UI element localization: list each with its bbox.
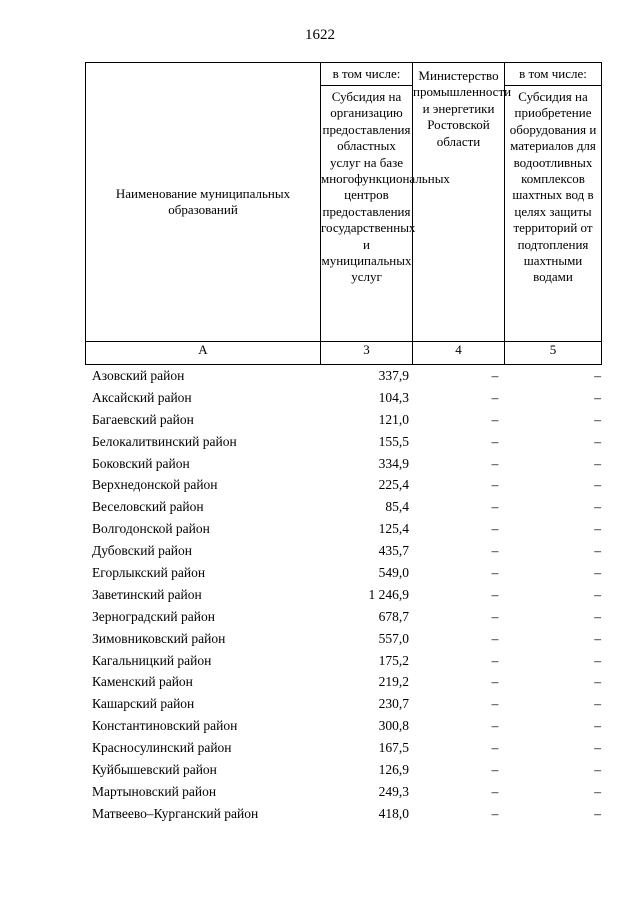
- table-row: [85, 387, 601, 409]
- table-row: [85, 431, 601, 453]
- row-value-col4: –: [491, 718, 499, 734]
- header-col5-subheading: в том числе:: [505, 63, 602, 86]
- table-row: [85, 562, 601, 584]
- row-value-col5: –: [594, 740, 601, 756]
- row-value-col3: 418,0: [378, 805, 409, 821]
- table-row: [85, 671, 601, 693]
- table-row: [85, 518, 601, 540]
- row-value-col5: –: [594, 477, 601, 493]
- row-value-col4: –: [491, 411, 499, 427]
- row-name: Дубовский район: [92, 543, 193, 559]
- table-row: [85, 474, 601, 496]
- row-value-col4: –: [491, 586, 499, 602]
- row-name: Волгодонской район: [92, 521, 210, 537]
- row-value-col5: –: [594, 674, 601, 690]
- column-number-3: 3: [321, 342, 413, 365]
- row-value-col5: –: [594, 433, 601, 449]
- row-value-col3: 678,7: [378, 608, 409, 624]
- row-value-col5: –: [594, 499, 601, 515]
- row-value-col5: –: [594, 543, 601, 559]
- row-value-col4: –: [491, 433, 499, 449]
- row-value-col4: –: [491, 740, 499, 756]
- row-value-col4: –: [491, 608, 499, 624]
- header-name-column: Наименование муниципальных образований: [86, 63, 321, 342]
- row-value-col5: –: [594, 368, 601, 383]
- row-value-col3: 175,2: [378, 652, 409, 668]
- row-value-col3: 167,5: [378, 740, 409, 756]
- row-name: Белокалитвинский район: [92, 433, 237, 449]
- row-name: Боковский район: [92, 455, 190, 471]
- header-col4-ministry: Министерство промышленности и энергетики Ростовской области: [413, 63, 505, 342]
- row-value-col3: 126,9: [378, 762, 409, 778]
- row-name: Каменский район: [92, 674, 193, 690]
- row-name: Константиновский район: [92, 718, 238, 734]
- row-value-col3: 549,0: [378, 565, 409, 581]
- row-value-col5: –: [594, 805, 601, 821]
- row-value-col4: –: [491, 630, 499, 646]
- table-header: [85, 62, 602, 365]
- row-value-col3: 85,4: [385, 499, 409, 515]
- row-value-col4: –: [491, 521, 499, 537]
- row-value-col5: –: [594, 455, 601, 471]
- table-row: [85, 453, 601, 475]
- row-value-col5: –: [594, 783, 601, 799]
- row-value-col3: 557,0: [378, 630, 409, 646]
- row-value-col4: –: [491, 477, 499, 493]
- row-name: Веселовский район: [92, 499, 204, 515]
- row-value-col4: –: [491, 652, 499, 668]
- table-row: [85, 584, 601, 606]
- row-value-col5: –: [594, 762, 601, 778]
- row-value-col5: –: [594, 696, 601, 712]
- row-value-col4: –: [491, 455, 499, 471]
- table-row: [85, 803, 601, 825]
- table-row: [85, 540, 601, 562]
- table-body: [85, 365, 601, 825]
- table-row: [85, 409, 601, 431]
- row-name: Зимовниковский район: [92, 630, 226, 646]
- row-value-col4: –: [491, 389, 499, 405]
- row-value-col3: 219,2: [378, 674, 409, 690]
- row-name: Верхнедонской район: [92, 477, 218, 493]
- row-value-col4: –: [491, 696, 499, 712]
- row-value-col3: 125,4: [378, 521, 409, 537]
- row-value-col3: 334,9: [378, 455, 409, 471]
- row-value-col5: –: [594, 586, 601, 602]
- row-value-col3: 337,9: [378, 368, 409, 383]
- header-col3-text: Субсидия на организацию предоставления областных услуг на базе многофункциональных центров предоставления государственных и муниципальных услуг: [321, 86, 413, 342]
- table-row: [85, 715, 601, 737]
- row-name: Азовский район: [92, 368, 185, 383]
- row-value-col3: 104,3: [378, 389, 409, 405]
- row-value-col3: 155,5: [378, 433, 409, 449]
- row-value-col3: 249,3: [378, 783, 409, 799]
- row-value-col5: –: [594, 718, 601, 734]
- header-col5-text: Субсидия на приобретение оборудования и материалов для водоотливных комплексов шахтных вод в целях защиты территорий от подтопления шахтными водами: [505, 86, 602, 342]
- table-row: [85, 606, 601, 628]
- row-value-col4: –: [491, 499, 499, 515]
- page-number: 1622: [305, 27, 335, 43]
- row-value-col5: –: [594, 652, 601, 668]
- row-name: Багаевский район: [92, 411, 194, 427]
- row-value-col3: 225,4: [378, 477, 409, 493]
- row-value-col5: –: [594, 565, 601, 581]
- row-value-col3: 121,0: [378, 411, 409, 427]
- row-value-col3: 1 246,9: [368, 586, 409, 602]
- row-value-col4: –: [491, 762, 499, 778]
- row-value-col4: –: [491, 368, 499, 383]
- row-value-col4: –: [491, 565, 499, 581]
- row-name: Мартыновский район: [92, 783, 217, 799]
- row-value-col5: –: [594, 389, 601, 405]
- row-value-col3: 230,7: [378, 696, 409, 712]
- table-row: [85, 365, 601, 387]
- row-name: Кагальницкий район: [92, 652, 212, 668]
- row-value-col4: –: [491, 674, 499, 690]
- table-row: [85, 628, 601, 650]
- table-row: [85, 650, 601, 672]
- row-name: Зерноградский район: [92, 608, 215, 624]
- row-name: Заветинский район: [92, 586, 202, 602]
- row-value-col4: –: [491, 783, 499, 799]
- column-number-4: 4: [413, 342, 505, 365]
- row-value-col4: –: [491, 805, 499, 821]
- row-value-col5: –: [594, 630, 601, 646]
- row-value-col3: 300,8: [378, 718, 409, 734]
- row-value-col5: –: [594, 608, 601, 624]
- row-value-col4: –: [491, 543, 499, 559]
- table-row: [85, 737, 601, 759]
- row-name: Егорлыкский район: [92, 565, 206, 581]
- row-value-col3: 435,7: [378, 543, 409, 559]
- header-col3-subheading: в том числе:: [321, 63, 413, 86]
- table-row: [85, 781, 601, 803]
- row-value-col5: –: [594, 521, 601, 537]
- row-value-col5: –: [594, 411, 601, 427]
- row-name: Куйбышевский район: [92, 762, 217, 778]
- row-name: Аксайский район: [92, 389, 192, 405]
- column-number-5: 5: [505, 342, 602, 365]
- row-name: Матвеево–Курганский район: [92, 805, 259, 821]
- column-number-a: А: [86, 342, 321, 365]
- table-row: [85, 759, 601, 781]
- table-row: [85, 496, 601, 518]
- row-name: Кашарский район: [92, 696, 195, 712]
- row-name: Красносулинский район: [92, 740, 232, 756]
- table-row: [85, 693, 601, 715]
